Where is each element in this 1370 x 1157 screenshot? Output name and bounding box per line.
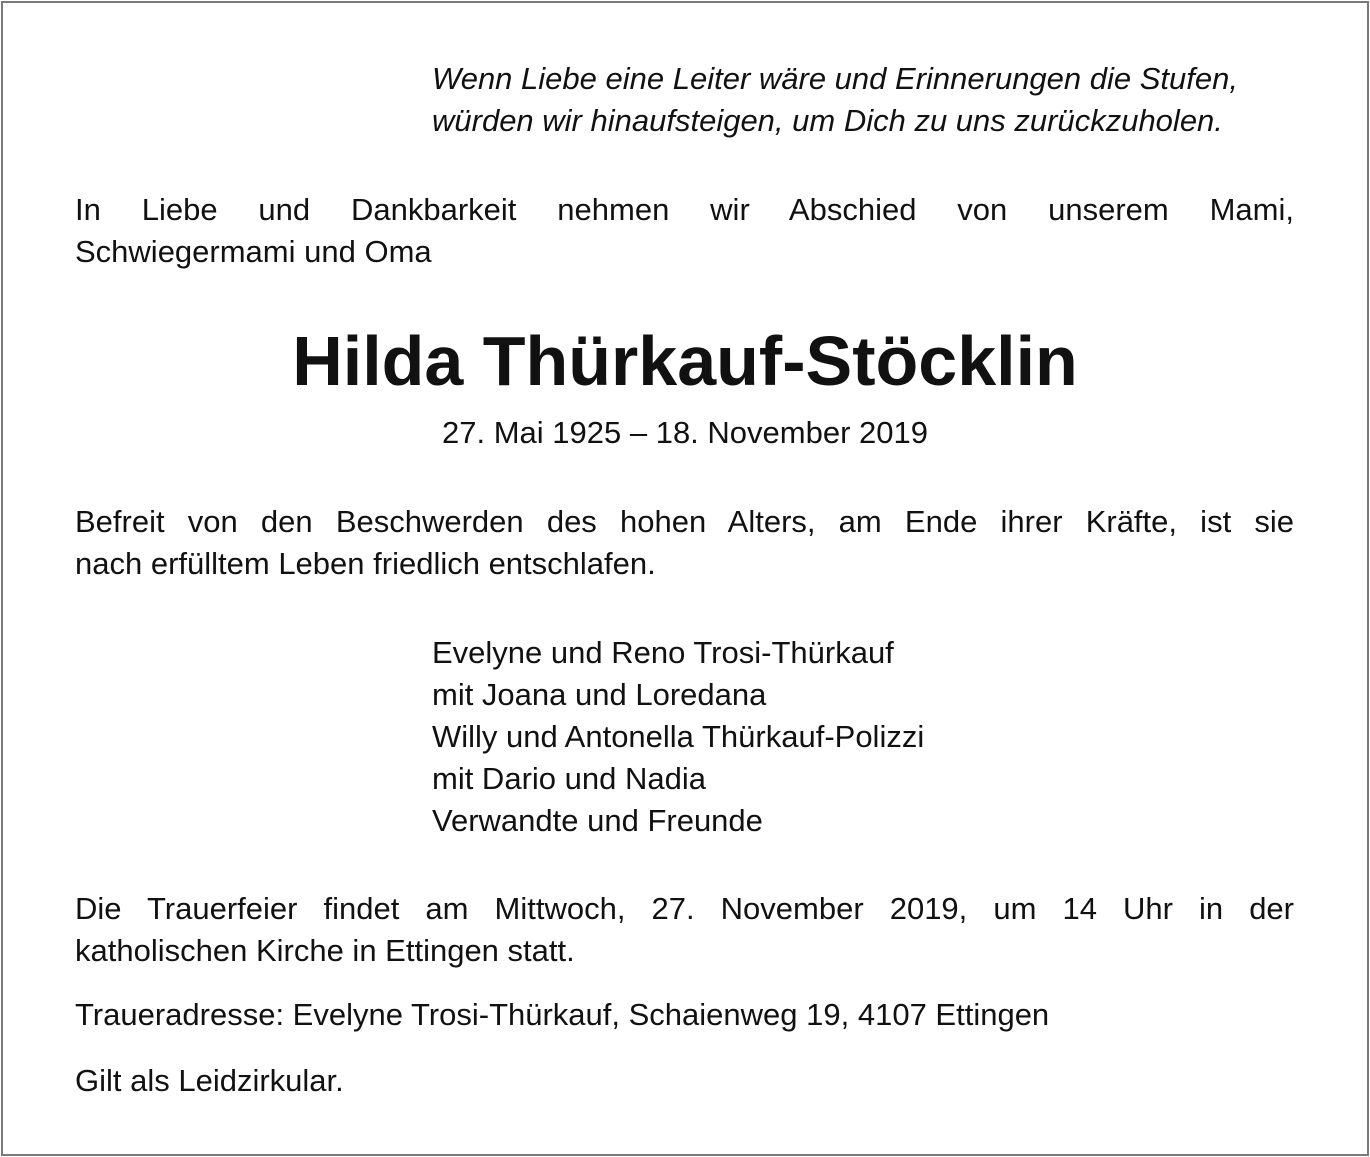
family-member: mit Dario und Nadia	[432, 761, 706, 796]
ceremony-line-1: Die Trauerfeier findet am Mittwoch, 27. November 2019, um 14 Uhr in der	[75, 891, 1294, 926]
memorial-quote	[432, 58, 1238, 142]
family-member: Evelyne und Reno Trosi-Thürkauf	[432, 635, 894, 670]
family-list	[432, 632, 924, 842]
message-paragraph	[75, 501, 1294, 585]
message-line-2: nach erfülltem Leben friedlich entschlafen.	[75, 546, 656, 581]
quote-line-2: würden wir hinaufsteigen, um Dich zu uns zurückzuholen.	[432, 103, 1223, 138]
quote-line-1: Wenn Liebe eine Leiter wäre und Erinnerungen die Stufen,	[432, 61, 1238, 96]
circular-note: Gilt als Leidzirkular.	[75, 1063, 344, 1098]
life-dates: 27. Mai 1925 – 18. November 2019	[442, 415, 928, 450]
family-member: Willy und Antonella Thürkauf-Polizzi	[432, 719, 925, 754]
ceremony-paragraph	[75, 888, 1294, 972]
intro-line-2: Schwiegermami und Oma	[75, 234, 432, 269]
message-line-1: Befreit von den Beschwerden des hohen Alters, am Ende ihrer Kräfte, ist sie	[75, 504, 1294, 539]
intro-line-1: In Liebe und Dankbarkeit nehmen wir Abschied von unserem Mami,	[75, 192, 1294, 227]
family-member: mit Joana und Loredana	[432, 677, 767, 712]
family-member: Verwandte und Freunde	[432, 803, 763, 838]
deceased-name: Hilda Thürkauf-Stöcklin	[292, 322, 1078, 400]
ceremony-line-2: katholischen Kirche in Ettingen statt.	[75, 933, 575, 968]
intro-paragraph	[75, 189, 1294, 273]
mourning-address: Traueradresse: Evelyne Trosi-Thürkauf, Schaienweg 19, 4107 Ettingen	[75, 997, 1050, 1032]
